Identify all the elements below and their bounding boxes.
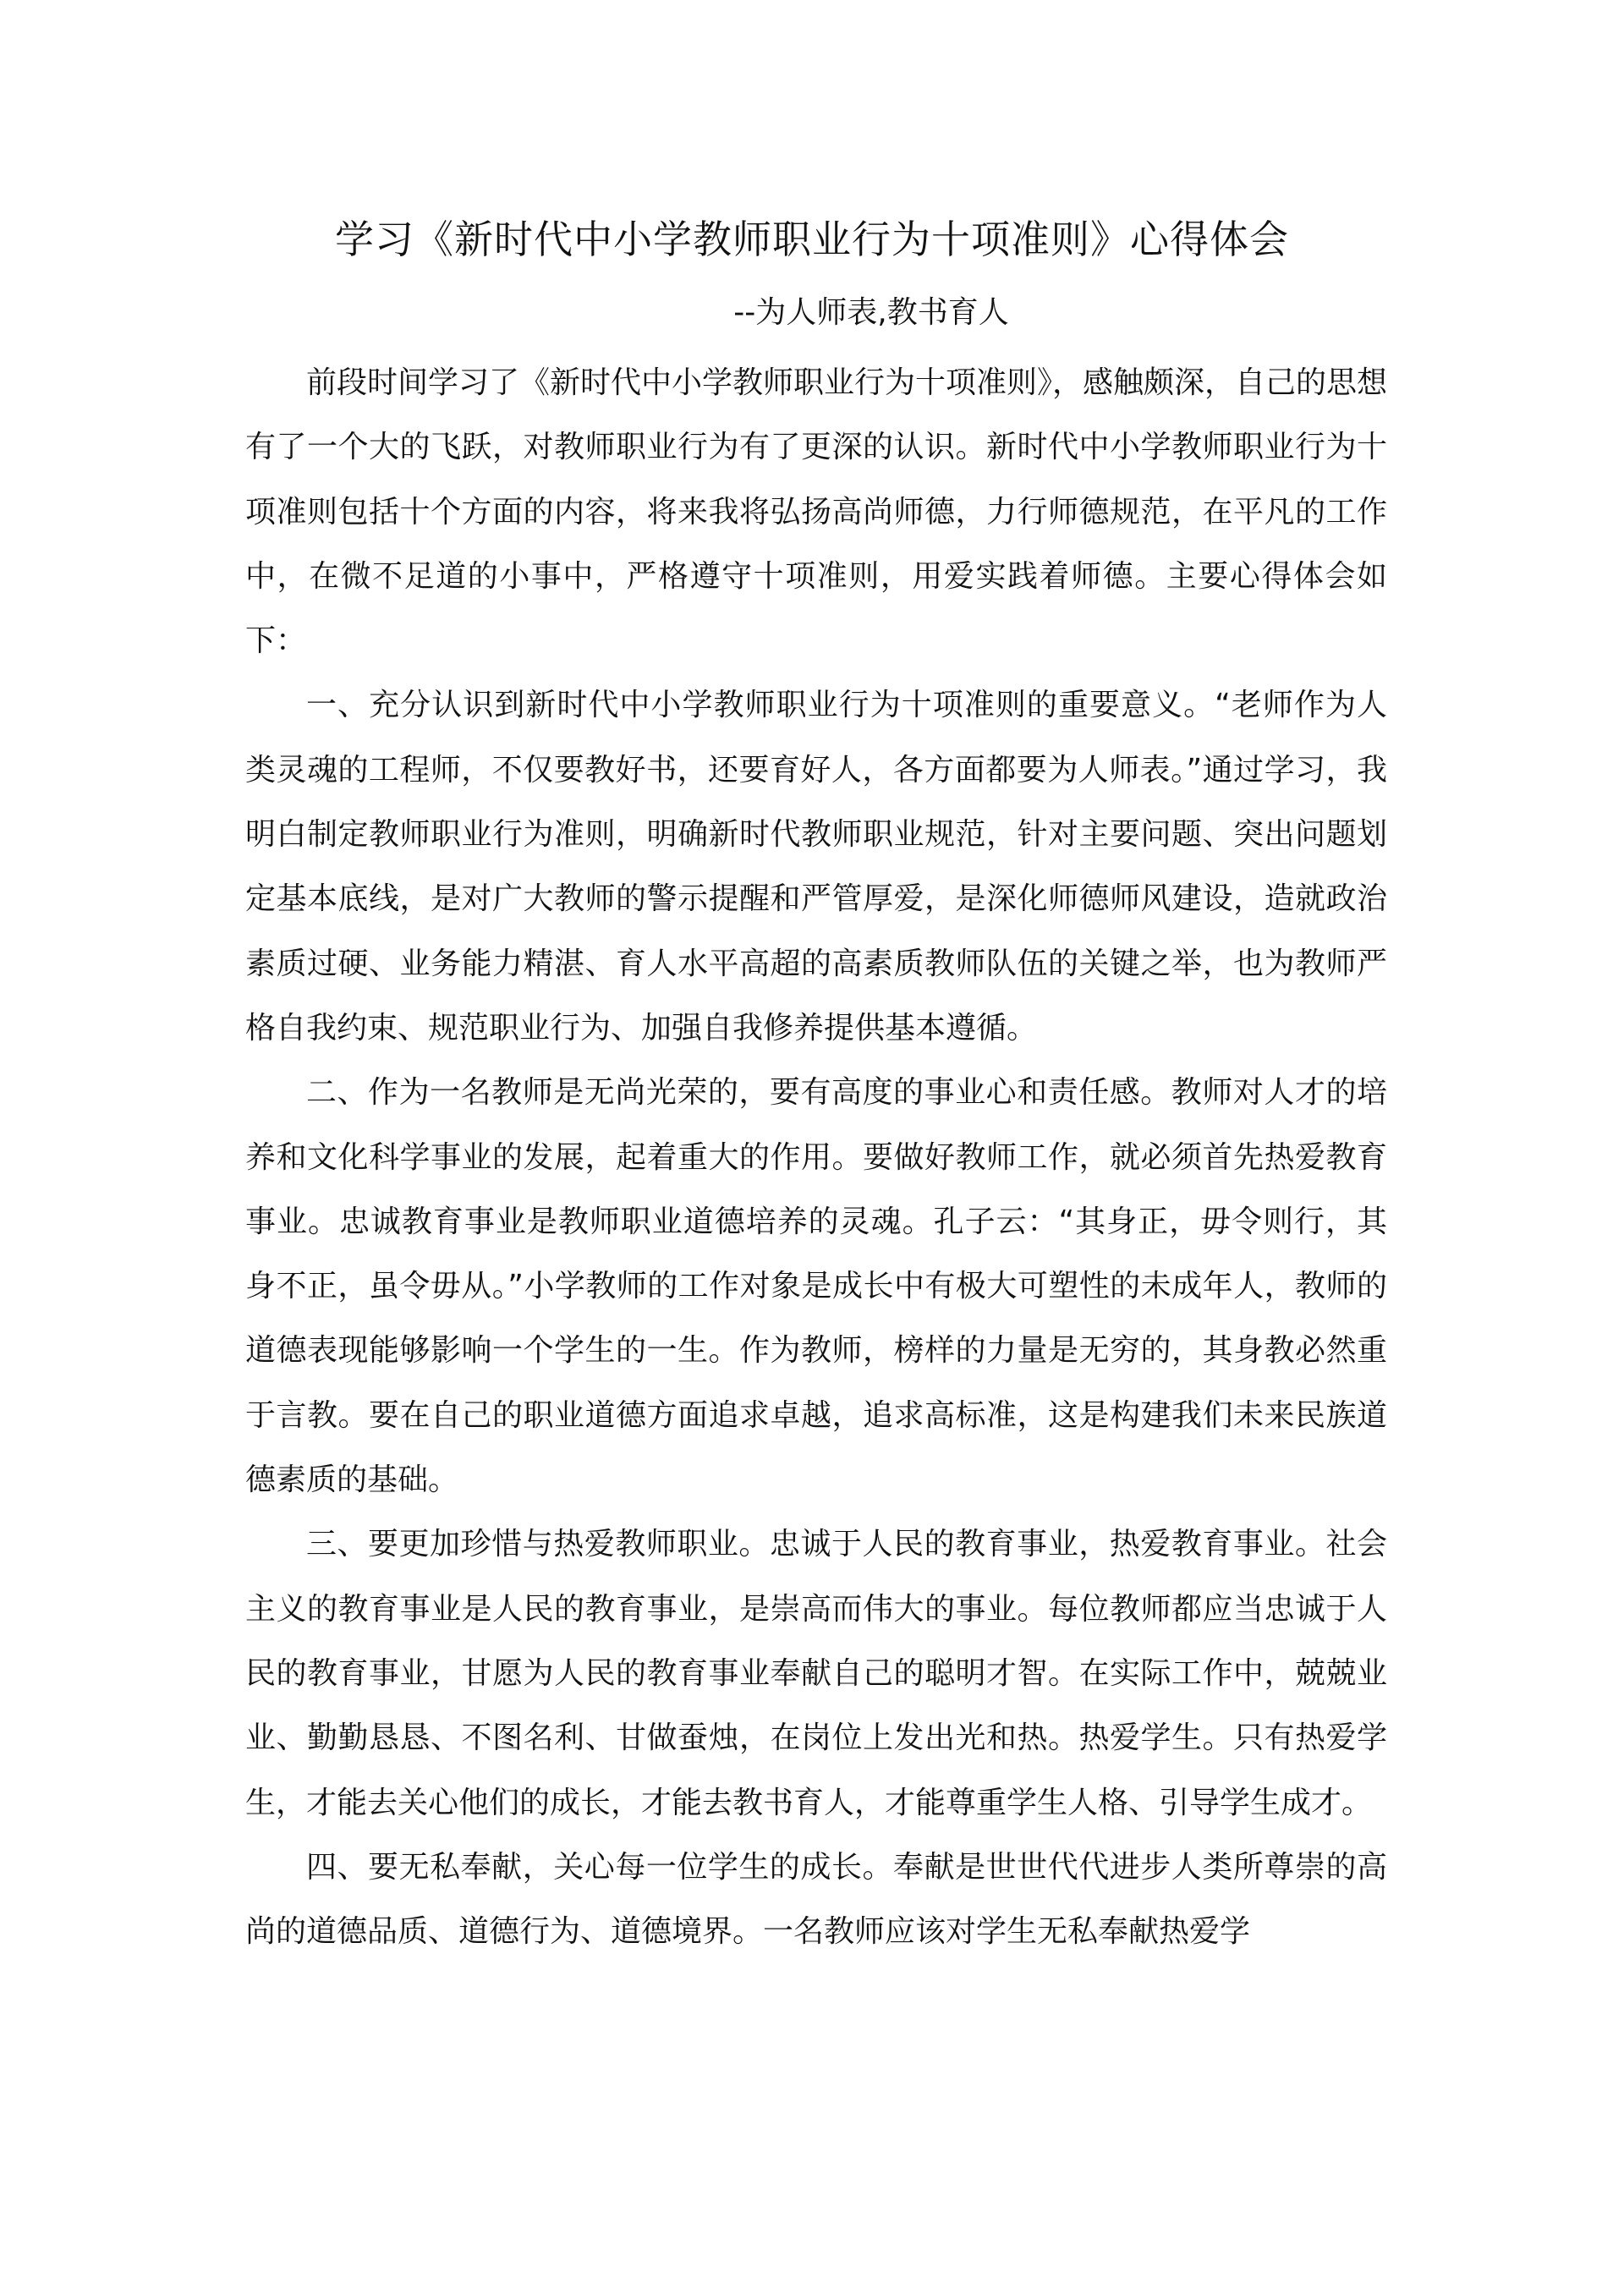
document-title: 学习《新时代中小学教师职业行为十项准则》心得体会 xyxy=(335,217,1289,262)
paragraph-point-three: 三、要更加珍惜与热爱教师职业。忠诚于人民的教育事业，热爱教育事业。社会主义的教育事业是人民的教育事业，是崇高而伟大的事业。每位教师都应当忠诚于人民的教育事业，甘愿为人民的教育事业奉献自己的聪明才智。在实际工作中，兢兢业业、勤勤恳恳、不图名利、甘做蚕烛，在岗位上发出光和热。热爱学生。只有热爱学生，才能去关心他们的成长，才能去教书育人，才能尊重学生人格、引导学生成才。 xyxy=(245,1527,1387,1820)
paragraph-intro: 前段时间学习了《新时代中小学教师职业行为十项准则》，感触颇深，自己的思想有了一个大的飞跃，对教师职业行为有了更深的认识。新时代中小学教师职业行为十项准则包括十个方面的内容，将来我将弘扬高尚师德，力行师德规范，在平凡的工作中，在微不足道的小事中，严格遵守十项准则，用爱实践着师德。主要心得体会如下： xyxy=(245,365,1388,659)
document-subtitle: --为人师表,教书育人 xyxy=(733,295,1009,330)
paragraph-point-two: 二、作为一名教师是无尚光荣的，要有高度的事业心和责任感。教师对人才的培养和文化科学事业的发展，起着重大的作用。要做好教师工作，就必须首先热爱教育事业。忠诚教育事业是教师职业道德培养的灵魂。孔子云：“其身正，毋令则行，其身不正，虽令毋从。”小学教师的工作对象是成长中有极大可塑性的未成年人，教师的道德表现能够影响一个学生的一生。作为教师，榜样的力量是无穷的，其身教必然重于言教。要在自己的职业道德方面追求卓越，追求高标准，这是构建我们未来民族道德素质的基础。 xyxy=(245,1075,1387,1498)
document-body xyxy=(245,351,1387,1964)
paragraph-point-four: 四、要无私奉献，关心每一位学生的成长。奉献是世世代代进步人类所尊崇的高尚的道德品质、道德行为、道德境界。一名教师应该对学生无私奉献热爱学 xyxy=(245,1849,1387,1950)
paragraph-point-one: 一、充分认识到新时代中小学教师职业行为十项准则的重要意义。“老师作为人类灵魂的工程师，不仅要教好书，还要育好人，各方面都要为人师表。”通过学习，我明白制定教师职业行为准则，明确新时代教师职业规范，针对主要问题、突出问题划定基本底线，是对广大教师的警示提醒和严管厚爱，是深化师德师风建设，造就政治素质过硬、业务能力精湛、育人水平高超的高素质教师队伍的关键之举，也为教师严格自我约束、规范职业行为、加强自我修养提供基本遵循。 xyxy=(245,688,1387,1045)
